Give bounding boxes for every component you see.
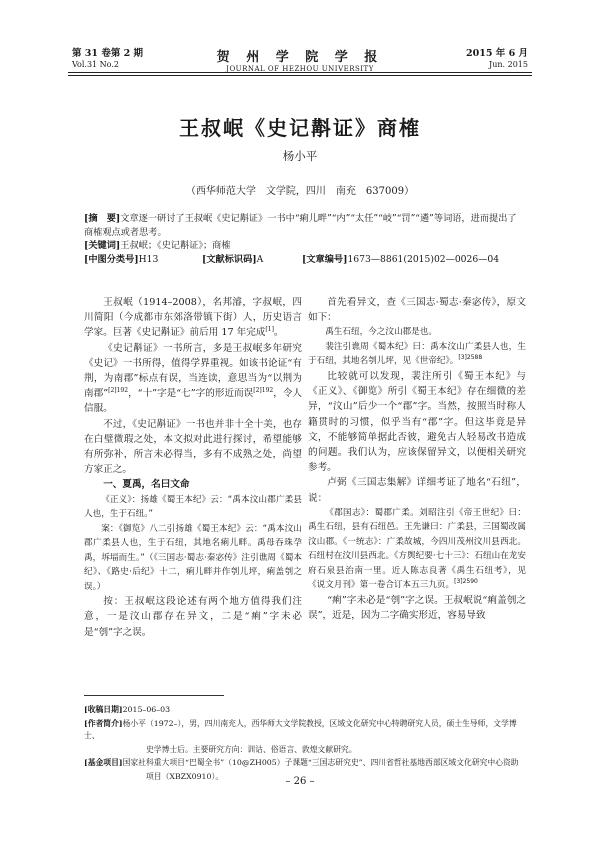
keywords-label: [关键词]	[84, 240, 121, 251]
abstract-block	[84, 212, 520, 266]
date-en: Jun. 2015	[489, 60, 528, 69]
abstract-label: [摘 要]	[84, 213, 121, 224]
paragraph: 王叔岷（1914–2008），名邦濬，字叔岷，四川简阳（今成都市东郊洛带镇下街）人，历史语言学家。巨著《史记斠证》前后用 17 年完成[1]。	[84, 297, 302, 339]
journal-name-en: JOURNAL OF HEZHOU UNIVERSITY	[226, 65, 374, 73]
paragraph: 比较就可以发现，裴注所引《蜀王本纪》与《正义》、《御览》所引《蜀王本纪》存在细微的差异，“汶山”后少一个“郡”字。当然，按照当时称人籍贯时的习惯，似乎当有“郡”字。但这毕竟是异文，不能够简单据此否彼，避免古人轻易改书造成的问题。我们认为，应该保留异文，以便相关研究参考。	[308, 370, 526, 474]
received-value: 2015–06–03	[122, 705, 171, 714]
page-number: – 26 –	[285, 776, 315, 787]
citation: [3]2588	[458, 354, 483, 362]
author-bio	[84, 718, 524, 743]
abstract	[84, 212, 520, 239]
section-heading: 一、夏禹，名曰文命	[103, 479, 190, 491]
author-bio-line2: 史学博士后。主要研究方向：训诂、俗语言、敦煌文献研究。	[146, 744, 357, 754]
left-column	[84, 295, 302, 640]
received-label: [收稿日期]	[84, 705, 123, 714]
doc-label: [文献标识码]	[202, 253, 257, 265]
keywords-text: 王叔岷；《史记斠证》；商榷	[120, 240, 231, 251]
issue-cn: 第 31 卷第 2 期	[72, 48, 144, 59]
paragraph: 首先看异文，查《三国志·蜀志·秦宓传》，原文如下：	[308, 297, 526, 324]
clc-label: [中图分类号]	[84, 253, 139, 265]
journal-name	[190, 46, 410, 73]
author-affiliation: （西华师范大学 文学院，四川 南充 637009）	[185, 186, 415, 197]
funding-line1: 国家社科重大项目“巴蜀全书”（10@ZH005）子课题“三国志研究史”、四川省哲社基地西部区域文化研究中心资助	[122, 758, 519, 767]
quotation: 裴注引谯周《蜀本纪》曰：禹本汶山广柔县人也，生于石纽，其地名刳儿坪，见《世帝纪》。$^{[3]2588}$	[308, 341, 526, 367]
citation: [1]	[265, 326, 274, 334]
header-rule-thick	[68, 72, 532, 73]
quotation: 案：《御览》八二引扬雄《蜀王本纪》云：“禹本汶山郡广柔县人也，生于石纽，其地名痢儿畔。禹母吞珠孕禹，坼堛而生。”（《三国志·蜀志·秦宓传》注引谯周《蜀本纪》、《路史·后纪》十二，痢儿畔并作刳儿坪，痢盖刳之误。）	[84, 523, 302, 592]
journal-name-cn: 贺 州 学 院 学 报	[216, 50, 384, 65]
received-date	[84, 704, 524, 717]
citation: [2]192	[108, 387, 129, 395]
article-id-label: [文章编号]	[302, 253, 348, 265]
doc-value: A	[256, 253, 264, 265]
footnote-rule	[84, 695, 224, 696]
funding-line2: 项目（XBZX0910）。	[146, 771, 224, 781]
journal-issue	[72, 48, 143, 70]
paragraph: 《史记斠证》一书所言，多是王叔岷多年研究《史记》一书所得，值得学界重视。如该书论证“有荆，为南郡”标点有误，当连读，意思当为“以荆为南郡”$^{[2]192}$，“十”字是“七”字的形近而误$^{[2]192}$，令人信服。	[84, 342, 303, 415]
footnotes	[84, 704, 524, 784]
clc-value: H13	[138, 253, 159, 265]
quotation: 《郡国志》：蜀郡广柔。刘昭注引《帝王世纪》曰：禹生石纽，县有石纽邑。王先谦曰：广柔县，三国蜀改属汶山郡。《一统志》：广柔故城，今四川茂州汶川县西北。石纽村在汶川县西北。《方舆纪要·七十三》：石纽山在龙安府石泉县治南一里。近人陈志良著《禹生石纽考》，见《说文月刊》第一卷合订本五三九页。$^{[3]2590}$	[308, 507, 526, 591]
journal-date	[466, 48, 528, 70]
paragraph: 按：王叔岷这段论述有两个地方值得我们注意，一是汶山郡存在异文，二是“痢”字未必是“刳”字之误。	[84, 596, 302, 638]
author-bio-label: [作者简介]	[84, 718, 123, 728]
article-author: 杨小平	[282, 149, 318, 163]
date-cn: 2015 年 6 月	[466, 48, 528, 59]
funding	[84, 757, 524, 770]
abstract-text: 文章逐一研讨了王叔岷《史记斠证》一书中“痢儿畔”“内”“太任”“岐”“罚”“遴”等词语，进而提出了商榷观点或者思考。	[84, 213, 517, 238]
classification-row	[84, 253, 520, 267]
article-id-value: 1673—8861(2015)02—0026—04	[347, 253, 500, 265]
funding-label: [基金项目]	[84, 758, 123, 767]
right-column	[308, 295, 526, 623]
paragraph: 卢弼《三国志集解》详细考证了地名“石纽”，说：	[308, 477, 526, 504]
keywords	[84, 239, 520, 253]
header-rule-thin	[68, 75, 532, 76]
quotation: 《正义》：扬雄《蜀王本纪》云：“禹本汶山郡广柔县人也，生于石纽。”	[84, 494, 302, 520]
author-bio-line1: 杨小平（1972–），男，四川南充人，西华师大文学院教授，区域文化研究中心特聘研究人员，硕士生导师，文学博士、	[84, 718, 517, 740]
issue-en: Vol.31 No.2	[72, 60, 119, 69]
citation: [3]2590	[454, 578, 478, 586]
paragraph: “痢”字未必是“刳”字之误。王叔岷说“痢盖刳之误”，近是，因为二字确实形近，容易导致	[308, 594, 526, 621]
article-title: 王叔岷《史记斠证》商榷	[179, 116, 421, 140]
citation: [2]192	[253, 387, 274, 395]
quotation: 禹生石纽，今之汶山郡是也。	[325, 327, 437, 338]
paragraph: 不过，《史记斠证》一书也并非十全十美，也存在白璧微瑕之处，本文拟对此进行探讨，希望能够有所弥补，所言未必得当，多有不成熟之处，尚望方家正之。	[84, 418, 302, 476]
